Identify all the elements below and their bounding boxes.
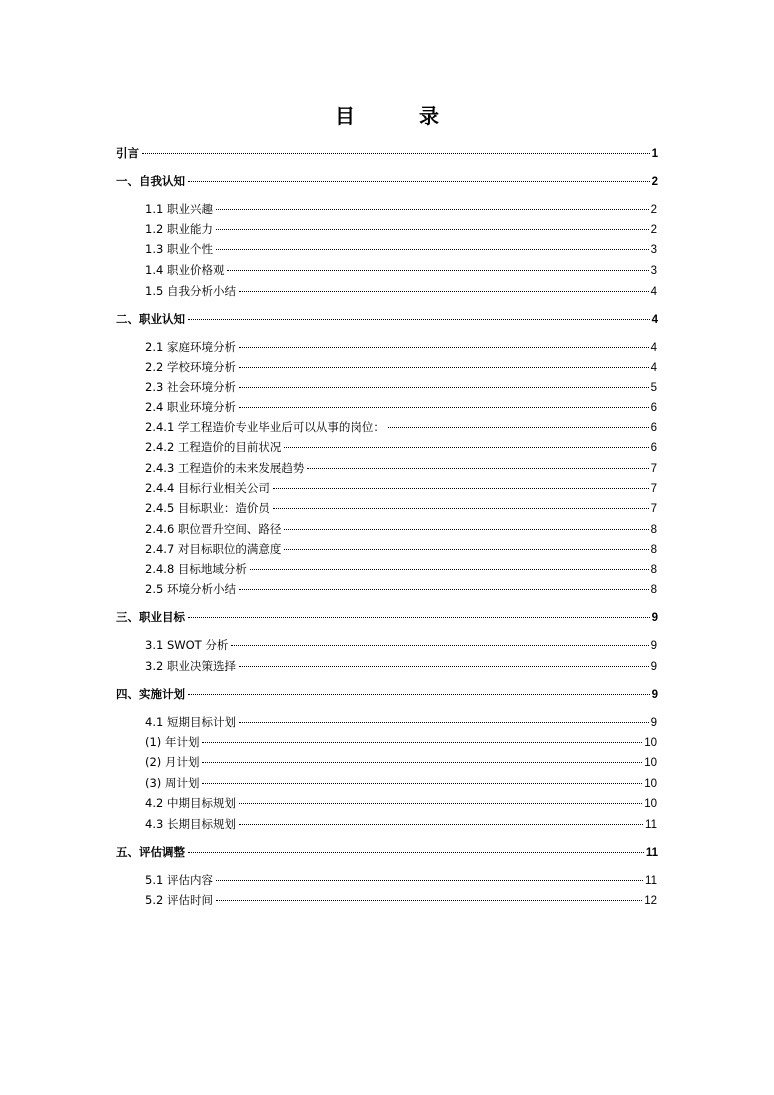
toc-entry-label: 2.1 家庭环境分析 — [145, 340, 236, 354]
toc-entry-label: 引言 — [116, 146, 139, 160]
toc-page-number: 9 — [651, 612, 658, 624]
toc-dot-leader — [216, 209, 649, 210]
toc-dot-leader — [231, 645, 648, 646]
toc-section-entry[interactable] — [145, 459, 657, 477]
toc-dot-leader — [227, 270, 648, 271]
toc-page-number: 8 — [650, 544, 657, 556]
toc-page-number: 6 — [650, 402, 657, 414]
toc-entry-label: (3) 周计划 — [145, 776, 200, 790]
toc-page-number: 11 — [645, 875, 657, 887]
toc-section-entry[interactable] — [145, 753, 657, 771]
toc-dot-leader — [188, 852, 644, 853]
toc-page-number: 10 — [644, 757, 657, 769]
toc-section-entry[interactable] — [145, 520, 657, 538]
toc-page-number: 1 — [651, 148, 658, 160]
toc-section-entry[interactable] — [145, 580, 657, 598]
toc-entry-label: 2.4.1 学工程造价专业毕业后可以从事的岗位： — [145, 420, 385, 434]
toc-chapter-entry[interactable] — [116, 608, 658, 626]
toc-page-number: 6 — [650, 422, 657, 434]
toc-page-number: 10 — [644, 737, 657, 749]
toc-page-number: 9 — [651, 689, 658, 701]
toc-entry-label: 1.1 职业兴趣 — [145, 202, 213, 216]
toc-entry-label: 2.4.7 对目标职位的满意度 — [145, 542, 282, 556]
toc-dot-leader — [239, 824, 643, 825]
toc-dot-leader — [250, 569, 649, 570]
toc-section-entry[interactable] — [145, 200, 657, 218]
toc-page-number: 10 — [644, 798, 657, 810]
toc-dot-leader — [188, 694, 650, 695]
toc-section-entry[interactable] — [145, 657, 657, 675]
toc-page-number: 7 — [650, 463, 657, 475]
toc-entry-label: (2) 月计划 — [145, 755, 200, 769]
toc-page-number: 10 — [644, 778, 657, 790]
toc-section-entry[interactable] — [145, 378, 657, 396]
toc-section-entry[interactable] — [145, 774, 657, 792]
toc-entry-label: 3.1 SWOT 分析 — [145, 638, 229, 652]
toc-entry-label: 三、职业目标 — [116, 610, 185, 624]
toc-entry-label: 5.1 评估内容 — [145, 873, 213, 887]
toc-page-number: 7 — [650, 503, 657, 515]
toc-dot-leader — [216, 900, 642, 901]
toc-section-entry[interactable] — [145, 240, 657, 258]
toc-chapter-entry[interactable] — [116, 144, 658, 162]
toc-entry-label: 五、评估调整 — [116, 845, 185, 859]
toc-chapter-entry[interactable] — [116, 843, 658, 861]
toc-entry-label: 2.4.4 目标行业相关公司 — [145, 481, 270, 495]
toc-section-entry[interactable] — [145, 338, 657, 356]
toc-page-number: 8 — [650, 584, 657, 596]
toc-entry-label: 2.5 环境分析小结 — [145, 582, 236, 596]
toc-entry-label: 二、职业认知 — [116, 312, 185, 326]
toc-dot-leader — [239, 589, 649, 590]
toc-dot-leader — [216, 880, 643, 881]
toc-section-entry[interactable] — [145, 871, 657, 889]
toc-entry-label: 2.4.6 职位晋升空间、路径 — [145, 522, 282, 536]
toc-title: 目 录 — [335, 104, 461, 128]
toc-page-number: 12 — [644, 895, 657, 907]
toc-page-number: 7 — [650, 483, 657, 495]
toc-entry-label: 1.2 职业能力 — [145, 222, 213, 236]
toc-entry-label: 1.5 自我分析小结 — [145, 284, 236, 298]
toc-section-entry[interactable] — [145, 479, 657, 497]
toc-chapter-entry[interactable] — [116, 310, 658, 328]
toc-dot-leader — [239, 803, 642, 804]
toc-entry-label: 5.2 评估时间 — [145, 893, 213, 907]
toc-dot-leader — [188, 319, 650, 320]
toc-dot-leader — [142, 153, 650, 154]
toc-page-number: 4 — [651, 314, 658, 326]
toc-page-number: 5 — [650, 382, 657, 394]
toc-section-entry[interactable] — [145, 636, 657, 654]
toc-section-entry[interactable] — [145, 891, 657, 909]
toc-dot-leader — [284, 549, 648, 550]
toc-section-entry[interactable] — [145, 398, 657, 416]
toc-page-number: 3 — [650, 265, 657, 277]
toc-dot-leader — [273, 508, 649, 509]
toc-entry-label: 2.4.5 目标职业：造价员 — [145, 501, 270, 515]
toc-entry-label: 2.4.8 目标地域分析 — [145, 562, 247, 576]
toc-section-entry[interactable] — [145, 282, 657, 300]
toc-dot-leader — [239, 722, 649, 723]
toc-dot-leader — [284, 447, 648, 448]
toc-page-number: 9 — [650, 661, 657, 673]
toc-page-number: 9 — [650, 717, 657, 729]
toc-entry-label: 2.4.2 工程造价的目前状况 — [145, 440, 282, 454]
toc-page-number: 8 — [650, 564, 657, 576]
toc-dot-leader — [239, 407, 649, 408]
toc-section-entry[interactable] — [145, 220, 657, 238]
toc-dot-leader — [239, 666, 649, 667]
toc-page-number: 3 — [650, 244, 657, 256]
toc-page-number: 6 — [650, 442, 657, 454]
toc-dot-leader — [202, 762, 642, 763]
toc-dot-leader — [216, 249, 649, 250]
toc-section-entry[interactable] — [145, 733, 657, 751]
toc-dot-leader — [188, 181, 650, 182]
toc-page-number: 8 — [650, 524, 657, 536]
toc-chapter-entry[interactable] — [116, 685, 658, 703]
toc-page-number: 2 — [651, 176, 658, 188]
toc-dot-leader — [307, 468, 648, 469]
toc-page-number: 4 — [650, 286, 657, 298]
toc-dot-leader — [273, 488, 649, 489]
toc-section-entry[interactable] — [145, 438, 657, 456]
toc-section-entry[interactable] — [145, 358, 657, 376]
toc-page-number: 2 — [650, 224, 657, 236]
toc-dot-leader — [202, 783, 642, 784]
toc-chapter-entry[interactable] — [116, 172, 658, 190]
toc-dot-leader — [284, 529, 648, 530]
toc-section-entry[interactable] — [145, 261, 657, 279]
toc-entry-label: 2.4.3 工程造价的未来发展趋势 — [145, 461, 305, 475]
toc-section-entry[interactable] — [145, 560, 657, 578]
toc-dot-leader — [216, 229, 649, 230]
toc-entry-label: 一、自我认知 — [116, 174, 185, 188]
toc-dot-leader — [239, 367, 649, 368]
toc-entry-label: 2.3 社会环境分析 — [145, 380, 236, 394]
toc-dot-leader — [202, 742, 642, 743]
toc-entry-label: 4.3 长期目标规划 — [145, 817, 236, 831]
toc-entry-label: 3.2 职业决策选择 — [145, 659, 236, 673]
toc-section-entry[interactable] — [145, 418, 657, 436]
toc-entry-label: (1) 年计划 — [145, 735, 200, 749]
toc-page-number: 11 — [645, 847, 658, 859]
toc-section-entry[interactable] — [145, 794, 657, 812]
toc-section-entry[interactable] — [145, 713, 657, 731]
toc-entry-label: 2.4 职业环境分析 — [145, 400, 236, 414]
toc-dot-leader — [188, 617, 650, 618]
toc-entry-label: 四、实施计划 — [116, 687, 185, 701]
toc-entry-label: 4.2 中期目标规划 — [145, 796, 236, 810]
toc-page-number: 9 — [650, 640, 657, 652]
toc-entry-label: 2.2 学校环境分析 — [145, 360, 236, 374]
toc-entry-label: 4.1 短期目标计划 — [145, 715, 236, 729]
toc-page-number: 2 — [650, 204, 657, 216]
toc-page-number: 4 — [650, 342, 657, 354]
toc-dot-leader — [239, 347, 649, 348]
toc-section-entry[interactable] — [145, 499, 657, 517]
toc-page-number: 11 — [645, 819, 657, 831]
toc-dot-leader — [239, 291, 649, 292]
toc-entry-label: 1.4 职业价格观 — [145, 263, 225, 277]
toc-section-entry[interactable] — [145, 815, 657, 833]
toc-dot-leader — [239, 387, 649, 388]
toc-page-number: 4 — [650, 362, 657, 374]
toc-section-entry[interactable] — [145, 540, 657, 558]
toc-dot-leader — [388, 427, 649, 428]
toc-entry-label: 1.3 职业个性 — [145, 242, 213, 256]
